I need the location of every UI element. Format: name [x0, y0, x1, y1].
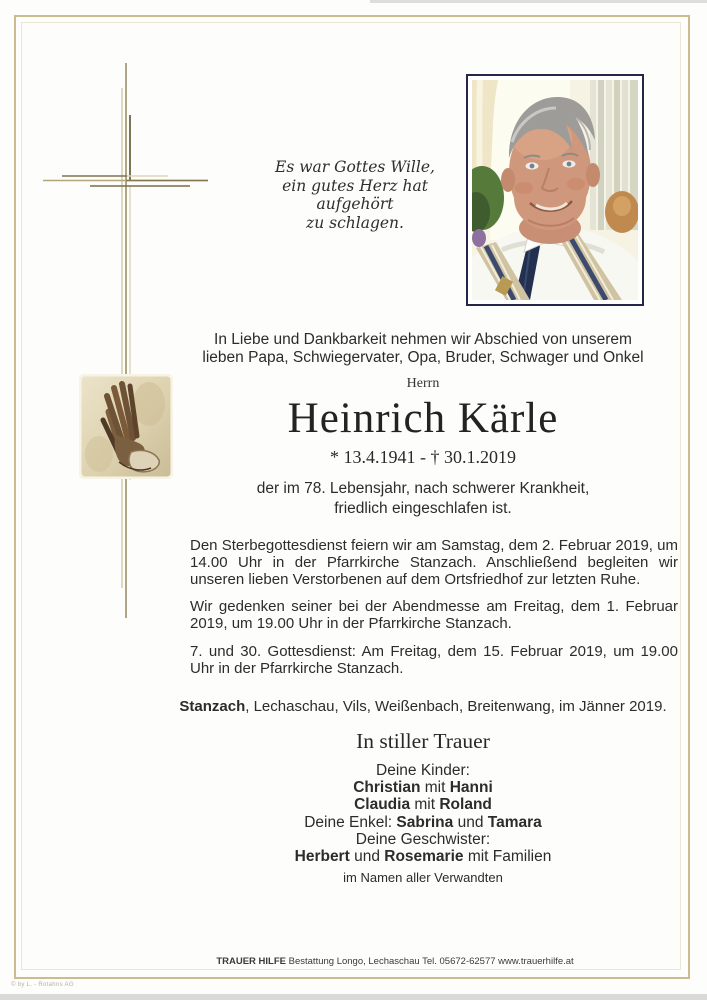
grandchild1: Sabrina [396, 813, 454, 831]
sibling1: Herbert [294, 848, 350, 866]
intro-text [98, 331, 707, 366]
quote-line: zu schlagen. [306, 213, 404, 232]
sibling2: Rosemarie [384, 848, 464, 866]
age-line: friedlich eingeschlafen ist. [334, 499, 512, 517]
mourning-title: In stiller Trauer [356, 729, 490, 753]
child2-name: Claudia [354, 796, 411, 814]
child2-mid: mit [410, 796, 440, 814]
cities-rest: , Lechaschau, Vils, Weißenbach, Breitenwang, im Jänner 2019. [245, 698, 667, 715]
service-announcements [190, 538, 678, 678]
portrait-photo-image [472, 80, 638, 300]
grandchild2: Tamara [487, 813, 542, 831]
grandchildren-label: Deine Enkel: [304, 813, 397, 831]
child1-name: Christian [353, 779, 421, 797]
funeral-home-brand: TRAUER HILFE [216, 956, 286, 967]
child2-partner: Roland [439, 796, 492, 814]
family-line-child2 [98, 796, 707, 813]
quote-line: ein gutes Herz hat aufgehört [282, 176, 428, 213]
family-line-children-label: Deine Kinder: [376, 762, 470, 779]
siblings-mid: und [349, 848, 385, 866]
grandchildren-mid: und [453, 813, 488, 831]
announcement-paragraph: Wir gedenken seiner bei der Abendmesse am Freitag, dem 1. Februar 2019, um 19.00 Uhr in der Pfarrkirche Stanzach. [190, 598, 678, 633]
funeral-home-info: Bestattung Longo, Lechaschau Tel. 05672-62577 www.trauerhilfe.at [286, 956, 574, 967]
age-line: der im 78. Lebensjahr, nach schwerer Krankheit, [256, 480, 590, 497]
funeral-home-footer [88, 956, 702, 967]
cities-line [98, 698, 707, 715]
intro-line: lieben Papa, Schwiegervater, Opa, Bruder, Schwager und Onkel [202, 348, 644, 366]
deceased-name: Heinrich Kärle [287, 395, 559, 442]
child1-partner: Hanni [449, 779, 493, 797]
family-line-child1 [98, 779, 707, 796]
life-dates: * 13.4.1941 - † 30.1.2019 [330, 447, 516, 467]
intro-line: In Liebe und Dankbarkeit nehmen wir Abschied von unserem [214, 331, 632, 348]
child1-mid: mit [420, 779, 450, 797]
salutation: Herrn [406, 376, 440, 391]
scan-edge-top [370, 0, 707, 3]
print-copyright: © by L. - Rotahns AG [11, 982, 74, 988]
portrait-photo [466, 74, 644, 306]
siblings-suffix: mit Familien [463, 848, 552, 866]
age-text [98, 479, 707, 518]
family-line-siblings [98, 848, 707, 865]
announcement-paragraph: 7. und 30. Gottesdienst: Am Freitag, dem 15. Februar 2019, um 19.00 Uhr in der Pfarrkirche Stanzach. [190, 642, 678, 677]
quote-line: Es war Gottes Wille, [275, 158, 435, 176]
city-bold: Stanzach [179, 698, 246, 715]
family-line-siblings-label: Deine Geschwister: [355, 830, 491, 848]
announcement-paragraph: Den Sterbegottesdienst feiern wir am Samstag, dem 2. Februar 2019, um 14.00 Uhr in der Pfarrkirche Stanzach. Anschließend begleiten wir unseren lieben Verstorbenen auf dem Ortsfriedhof zur letzten Ruhe. [190, 537, 678, 588]
family-list [98, 762, 707, 886]
memorial-quote [248, 158, 462, 232]
family-line-grandchildren [98, 814, 707, 831]
scan-edge-bottom [0, 994, 707, 1000]
relatives-note: im Namen aller Verwandten [343, 870, 503, 886]
